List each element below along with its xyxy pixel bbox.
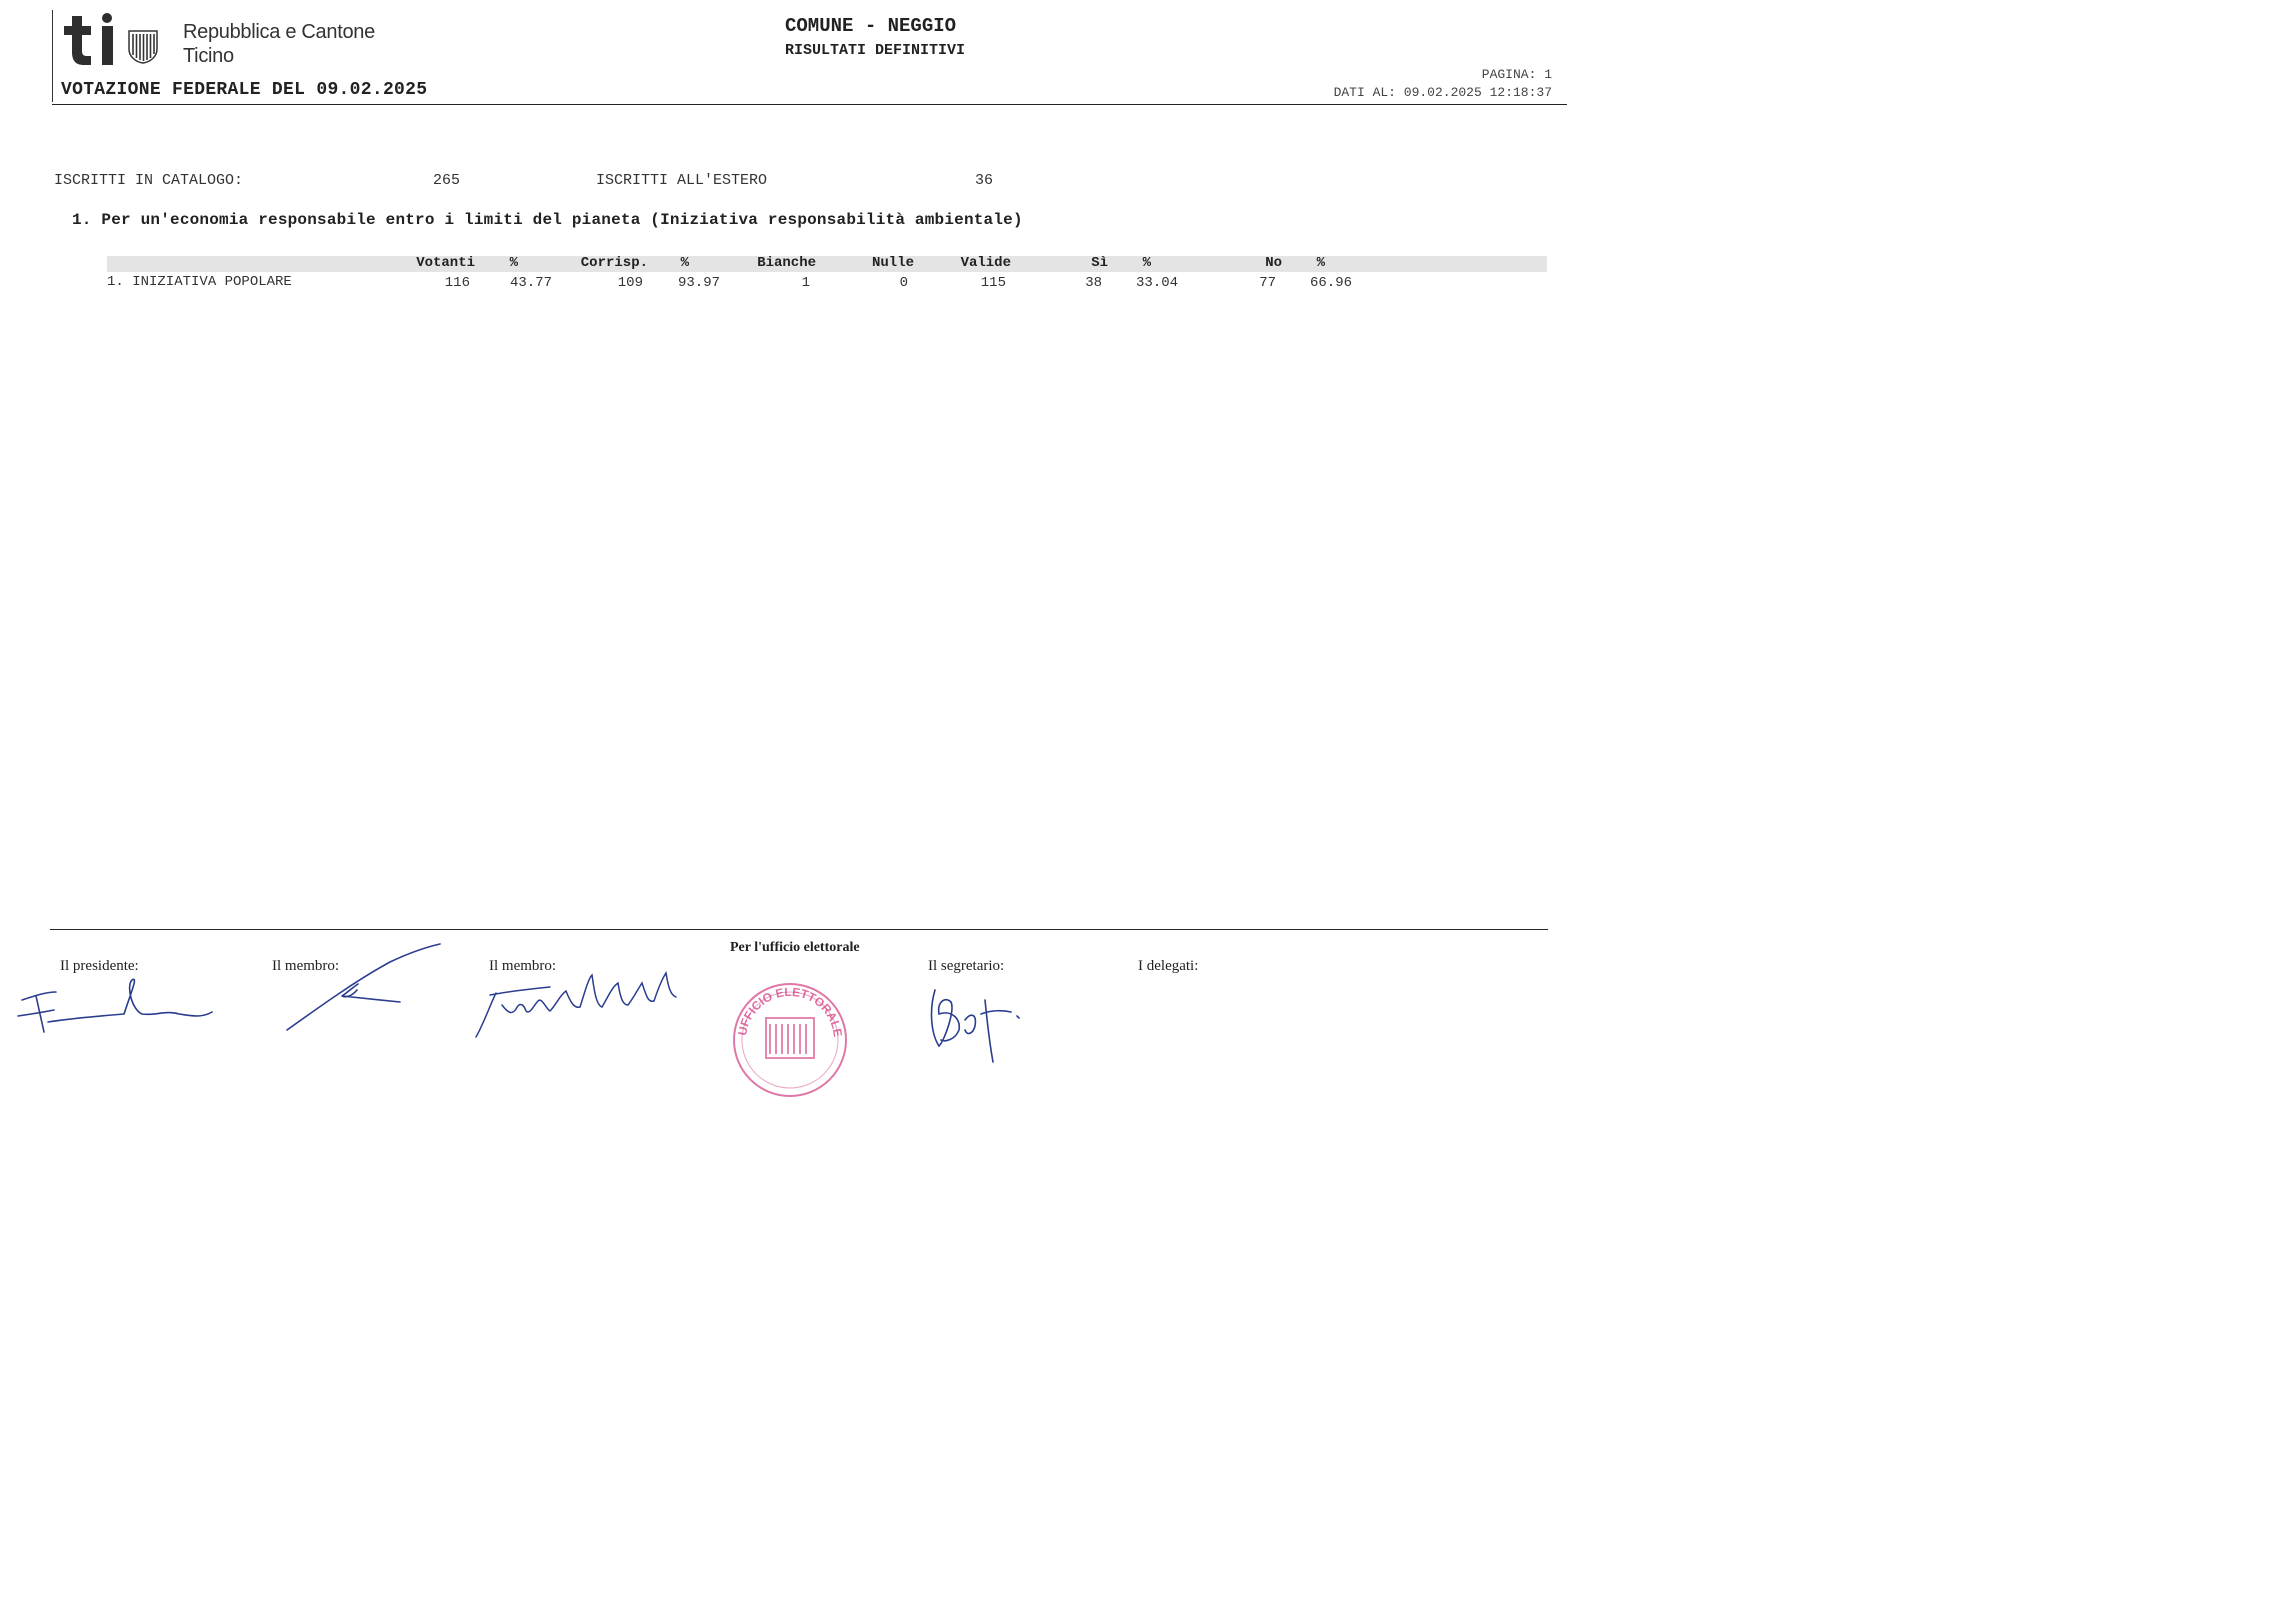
column-header-no-percent: % [1316,255,1325,271]
column-header-corrisp: Corrisp. [580,255,648,271]
office-label: Per l'ufficio elettorale [730,940,860,955]
column-header-si-percent: % [1142,255,1151,271]
cell-votanti: 116 [444,275,470,291]
cell-valide: 115 [980,275,1006,291]
member2-label: Il membro: [489,958,557,974]
header-left-rule [52,10,53,102]
column-header-corrisp-percent: % [680,255,689,271]
column-header-si: Sì [1091,255,1108,271]
cell-no-percent: 66.96 [1309,275,1352,291]
column-header-bianche: Bianche [757,255,816,271]
data-timestamp: DATI AL: 09.02.2025 12:18:37 [1333,85,1552,100]
table-header-bar [107,256,1547,272]
cell-votanti-percent: 43.77 [509,275,552,291]
stamp-text: UFFICIO ELETTORALE [735,984,845,1038]
cell-si: 38 [1085,275,1102,291]
cell-si-percent: 33.04 [1135,275,1178,291]
column-header-votanti-percent: % [509,255,518,271]
column-header-nulle: Nulle [871,255,914,271]
column-header-valide: Valide [960,255,1011,271]
delegates-label: I delegati: [1138,958,1199,974]
ticino-logo-icon [62,12,132,66]
member2-signature [470,965,690,1045]
vote-title: VOTAZIONE FEDERALE DEL 09.02.2025 [61,80,428,100]
abroad-value: 36 [975,172,994,189]
column-header-no: No [1265,255,1282,271]
electoral-office-stamp [728,978,853,1100]
cell-corrisp: 109 [617,275,643,291]
cell-bianche: 1 [801,275,810,291]
logo-text-line1: Repubblica e Cantone [183,21,375,43]
cell-corrisp-percent: 93.97 [677,275,720,291]
logo-text-line2: Ticino [183,45,234,67]
president-signature [14,970,219,1040]
table-row-label: 1. INIZIATIVA POPOLARE [107,274,292,290]
svg-text:UFFICIO ELETTORALE [735,985,845,1038]
question-title: 1. Per un'economia responsabile entro i limiti del pianeta (Iniziativa responsabilità ambientale) [72,211,1023,229]
header-divider [52,104,1567,105]
comune-title: COMUNE - NEGGIO [785,15,957,37]
catalog-label: ISCRITTI IN CATALOGO: [54,172,244,189]
cell-nulle: 0 [899,275,908,291]
secretary-label: Il segretario: [928,958,1005,974]
member1-label: Il membro: [272,958,340,974]
secretary-signature [915,980,1035,1065]
cell-no: 77 [1259,275,1276,291]
member1-signature [282,940,447,1035]
page-number: PAGINA: 1 [1481,67,1552,82]
footer-divider [50,929,1548,930]
ticino-shield-icon [128,30,158,64]
catalog-value: 265 [433,172,461,189]
president-label: Il presidente: [60,958,139,974]
results-status: RISULTATI DEFINITIVI [785,42,966,59]
column-header-votanti: Votanti [416,255,475,271]
abroad-label: ISCRITTI ALL'ESTERO [596,172,768,189]
